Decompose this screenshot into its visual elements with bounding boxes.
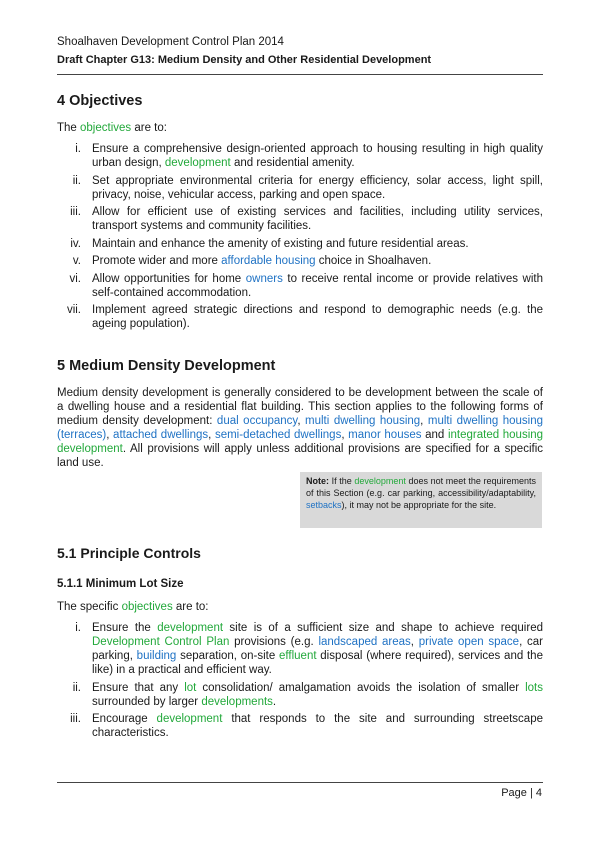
lot-size-objectives-list: [57, 621, 543, 744]
landscaped-areas-link[interactable]: landscaped areas: [318, 636, 411, 648]
objectives-link[interactable]: objectives: [80, 122, 132, 134]
private-open-space-link[interactable]: private open space: [418, 636, 520, 648]
effluent-link[interactable]: effluent: [279, 650, 317, 662]
list-item: iv. Maintain and enhance the amenity of existing and future residential areas.: [70, 237, 469, 250]
list-item: iii. Allow for efficient use of existing services and facilities, including utility services, transport systems and community facilities.: [70, 206, 543, 232]
multi-dwelling-housing-link[interactable]: multi dwelling housing: [305, 415, 421, 427]
header-title: Shoalhaven Development Control Plan 2014: [57, 36, 284, 48]
development-link[interactable]: development: [354, 476, 406, 486]
manor-houses-link[interactable]: manor houses: [348, 429, 422, 441]
header-chapter: Draft Chapter G13: Medium Density and Other Residential Development: [57, 54, 432, 66]
development-link[interactable]: development: [164, 157, 231, 169]
integrated-housing-development-link[interactable]: integrated housing development: [57, 429, 544, 455]
section-5-heading: 5 Medium Density Development: [57, 358, 276, 374]
list-item: iii. Encourage development that responds to the site and surrounding streetscape characteristics.: [70, 713, 543, 739]
list-item: i. Ensure a comprehensive design-oriented approach to housing resulting in high quality urban design, development and residential amenity.: [75, 143, 543, 169]
section-4-intro: The objectives are to:: [57, 122, 167, 134]
building-link[interactable]: building: [136, 650, 177, 662]
developments-link[interactable]: developments: [201, 695, 273, 708]
affordable-housing-link[interactable]: affordable housing: [221, 255, 316, 267]
semi-detached-dwellings-link[interactable]: semi-detached dwellings: [214, 429, 342, 441]
objectives-list: [57, 142, 543, 335]
list-item: ii. Ensure that any lot consolidation/ amalgamation avoids the isolation of smaller lots surrounded by larger developments.: [72, 681, 543, 708]
section-4-heading: 4 Objectives: [57, 93, 143, 109]
owners-link[interactable]: owners: [245, 272, 283, 285]
section-5-1-heading: 5.1 Principle Controls: [57, 545, 201, 561]
list-item: v. Promote wider and more affordable housing choice in Shoalhaven.: [72, 255, 432, 267]
multi-dwelling-housing-terraces-link[interactable]: multi dwelling housing (terraces): [57, 415, 544, 441]
footer-rule: [57, 782, 543, 783]
list-item: ii. Set appropriate environmental criteria for energy efficiency, solar access, light spill, privacy, noise, vehicular access, parking and open space.: [72, 174, 543, 201]
section-5-paragraph: Medium density development is generally considered to be development between the scale of a dwelling house and a residential flat building. This section applies to the following forms of medium density development: dual occupancy, multi dwelling housing, multi dwelling housing (terraces), attached dwellings, semi-detached dwellings, manor houses and integrated housing development. All provisions will apply unless additional provisions are specified for a specific land use.: [57, 387, 544, 469]
section-5-1-1-heading: 5.1.1 Minimum Lot Size: [57, 578, 184, 590]
header-rule: [57, 74, 543, 75]
note-label: Note:: [306, 476, 329, 486]
lots-link[interactable]: lots: [525, 681, 543, 694]
list-item: vii. Implement agreed strategic directions and respond to demographic needs (e.g. the ageing population).: [66, 304, 543, 330]
page-number: Page | 4: [501, 787, 542, 799]
setbacks-link[interactable]: setbacks: [306, 500, 342, 511]
lot-link[interactable]: lot: [184, 681, 197, 694]
development-link[interactable]: development: [156, 713, 223, 725]
dual-occupancy-link[interactable]: dual occupancy: [216, 415, 298, 427]
development-link[interactable]: development: [157, 622, 224, 634]
objectives-link[interactable]: objectives: [121, 601, 173, 613]
note-box: Note: If the development does not meet the requirements of this Section (e.g. car parking, accessibility/adaptability, setbacks), it may not be appropriate for the site.: [300, 472, 542, 528]
development-control-plan-link[interactable]: Development Control Plan: [92, 636, 230, 648]
list-item: vi. Allow opportunities for home owners to receive rental income or provide relatives with self-contained accommodation.: [69, 272, 543, 299]
attached-dwellings-link[interactable]: attached dwellings: [113, 429, 209, 441]
list-item: i. Ensure the development site is of a sufficient size and shape to achieve required Development Control Plan provisions (e.g. landscaped areas, private open space, car parking, building separation, on-site effluent disposal (where required), services and the like) in a practical and efficient way.: [75, 622, 543, 676]
section-5-1-1-intro: The specific objectives are to:: [57, 601, 209, 613]
